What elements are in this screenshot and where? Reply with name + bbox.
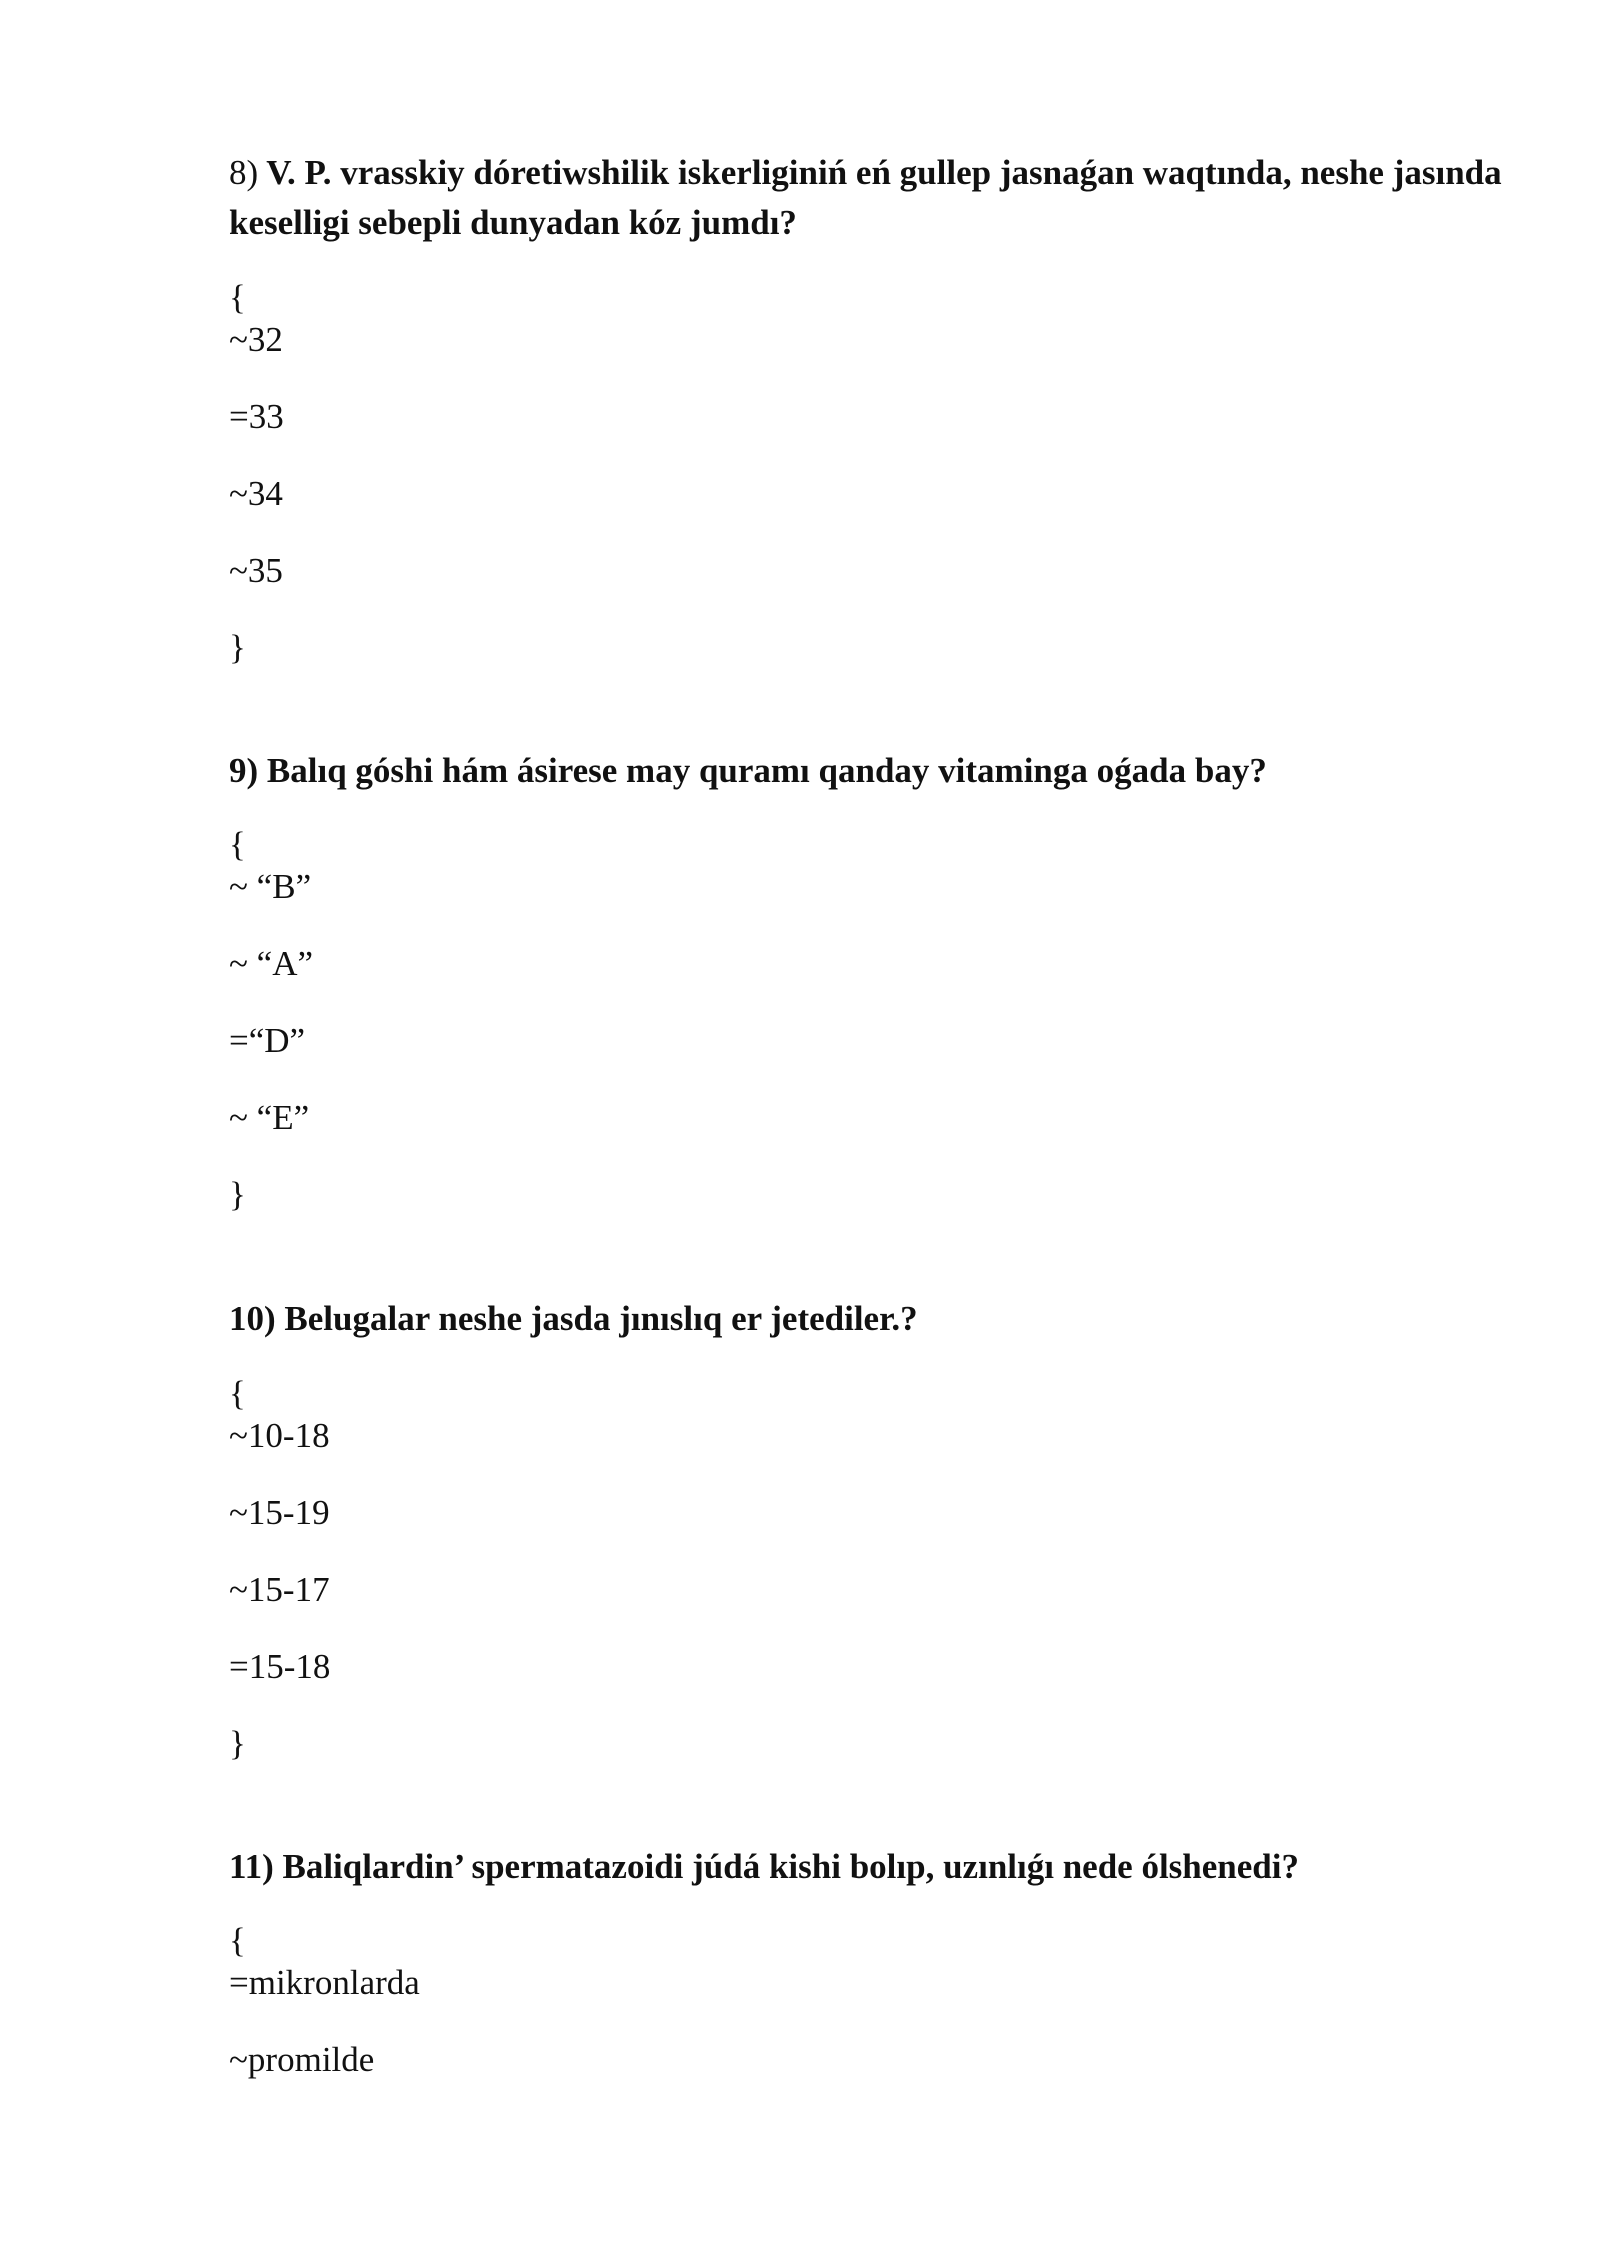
answer-option: ~34	[229, 474, 283, 513]
answer-option: ~15-19	[229, 1493, 330, 1532]
question-number: 8)	[229, 153, 259, 192]
open-brace: {	[229, 1921, 246, 1960]
answer-option: ~ “E”	[229, 1098, 310, 1137]
answer-option: ~15-17	[229, 1570, 330, 1609]
answer-option: =33	[229, 397, 284, 436]
question-number: 10)	[229, 1299, 276, 1338]
question-body: Balıq góshi hám ásirese may quramı qanday vitaminga oǵada bay?	[258, 751, 1267, 790]
answer-option: ~35	[229, 551, 283, 590]
open-brace: {	[229, 825, 246, 864]
answer-option: =mikronlarda	[229, 1963, 420, 2002]
answer-option: ~ “A”	[229, 944, 314, 983]
answer-option: ~promilde	[229, 2040, 375, 2079]
answer-option: =“D”	[229, 1021, 306, 1060]
open-brace: {	[229, 278, 246, 317]
question-body: Baliqlardin’ spermatazoidi júdá kishi bolıp, uzınlıǵı nede ólshenedi?	[273, 1847, 1299, 1886]
close-brace: }	[229, 1175, 246, 1214]
close-brace: }	[229, 1724, 246, 1763]
question-text	[229, 1294, 1529, 1344]
question-text	[229, 746, 1529, 796]
question-text	[229, 1842, 1529, 1892]
answer-option: ~32	[229, 320, 283, 359]
answer-option: ~10-18	[229, 1416, 330, 1455]
question-body: Belugalar neshe jasda jınıslıq er jetediler.?	[275, 1299, 918, 1338]
question-text	[229, 148, 1529, 248]
close-brace: }	[229, 628, 246, 667]
open-brace: {	[229, 1374, 246, 1413]
question-number: 11)	[229, 1847, 274, 1886]
question-number: 9)	[229, 751, 259, 790]
answer-option: ~ “B”	[229, 867, 312, 906]
question-body: V. P. vrasskiy dóretiwshilik iskerliginiń eń gullep jasnaǵan waqtında, neshe jasında keselligi sebepli dunyadan kóz jumdı?	[229, 153, 1502, 242]
answer-option: =15-18	[229, 1647, 331, 1686]
question-block-8	[229, 148, 1529, 270]
